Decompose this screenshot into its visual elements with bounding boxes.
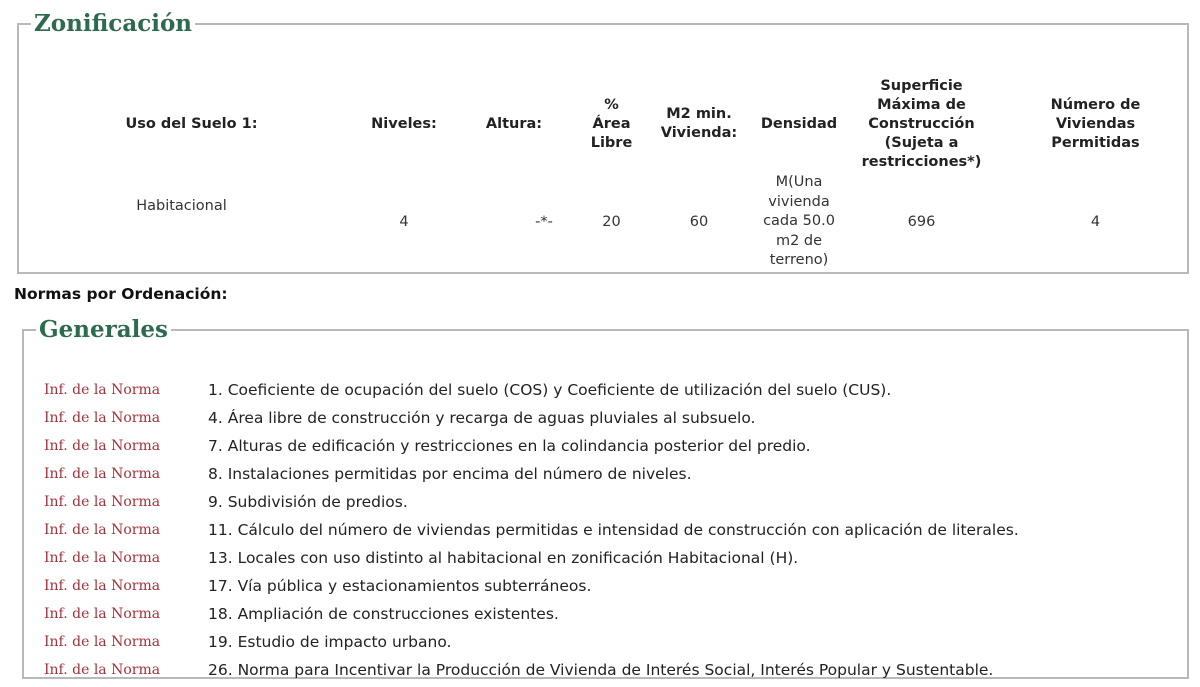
inf-norma-link[interactable]: Inf. de la Norma (44, 466, 161, 482)
norma-text: 4. Área libre de construcción y recarga de aguas pluviales al subsuelo. (208, 409, 756, 427)
header-m2-min-l1: M2 min. (666, 106, 732, 122)
header-niveles: Niveles: (371, 115, 437, 132)
header-m2-min-l2: Vivienda: (660, 125, 738, 141)
norma-row (44, 404, 755, 432)
value-densidad-l4: m2 de (775, 232, 823, 249)
header-num-viviendas-l2: Viviendas (1055, 115, 1136, 132)
value-densidad (759, 172, 839, 272)
inf-norma-link[interactable]: Inf. de la Norma (44, 662, 161, 678)
header-densidad: Densidad (760, 115, 838, 132)
norma-text: 17. Vía pública y estacionamientos subterráneos. (208, 577, 592, 595)
zonificacion-panel (17, 12, 1189, 274)
zonificacion-value-row (19, 172, 1187, 272)
header-superficie-l5: restricciones*) (861, 153, 982, 170)
norma-text: 8. Instalaciones permitidas por encima del número de niveles. (208, 465, 692, 483)
header-superficie-l1: Superficie (880, 77, 963, 94)
header-area-libre (584, 76, 639, 172)
zonificacion-legend: Zonificación (34, 10, 193, 37)
inf-norma-link[interactable]: Inf. de la Norma (44, 494, 161, 510)
value-num-viviendas: 4 (1090, 214, 1101, 230)
inf-norma-link[interactable]: Inf. de la Norma (44, 522, 161, 538)
inf-norma-link[interactable]: Inf. de la Norma (44, 382, 161, 398)
normas-title: Normas por Ordenación: (14, 285, 228, 303)
norma-row (44, 628, 451, 656)
inf-norma-link[interactable]: Inf. de la Norma (44, 438, 161, 454)
value-superficie: 696 (907, 214, 936, 230)
inf-norma-link[interactable]: Inf. de la Norma (44, 578, 161, 594)
zonificacion-table (19, 76, 1187, 272)
header-m2-min (639, 76, 759, 172)
norma-row (44, 432, 811, 460)
header-altura: Altura: (485, 115, 543, 132)
norma-text: 9. Subdivisión de predios. (208, 493, 408, 511)
header-area-libre-l3: Libre (590, 134, 633, 151)
norma-row (44, 572, 591, 600)
inf-norma-link[interactable]: Inf. de la Norma (44, 634, 161, 650)
header-num-viviendas-l1: Número de (1050, 96, 1141, 113)
header-superficie-l3: Construcción (868, 115, 975, 132)
norma-text: 7. Alturas de edificación y restricciones en la colindancia posterior del predio. (208, 437, 811, 455)
value-densidad-l3: cada 50.0 (763, 213, 835, 230)
header-superficie-l2: Máxima de (877, 96, 966, 113)
generales-legend: Generales (39, 316, 168, 343)
norma-row (44, 544, 798, 572)
norma-row (44, 376, 891, 404)
inf-norma-link[interactable]: Inf. de la Norma (44, 550, 161, 566)
value-uso-suelo: Habitacional (136, 198, 227, 214)
inf-norma-link[interactable]: Inf. de la Norma (44, 410, 161, 426)
header-num-viviendas (1004, 76, 1187, 172)
inf-norma-link[interactable]: Inf. de la Norma (44, 606, 161, 622)
header-area-libre-l2: Área (592, 115, 631, 132)
generales-panel (22, 318, 1189, 679)
norma-text: 19. Estudio de impacto urbano. (208, 633, 452, 651)
value-densidad-l2: vivienda (768, 193, 830, 210)
norma-text: 13. Locales con uso distinto al habitacional en zonificación Habitacional (H). (208, 549, 799, 567)
norma-row (44, 516, 1019, 544)
norma-row (44, 600, 559, 628)
header-area-libre-l1: % (604, 96, 619, 113)
norma-text: 26. Norma para Incentivar la Producción de Vivienda de Interés Social, Interés Popular y Sustentable. (208, 661, 994, 679)
norma-text: 11. Cálculo del número de viviendas permitidas e intensidad de construcción con aplicación de literales. (208, 521, 1019, 539)
value-niveles: 4 (399, 214, 409, 230)
header-superficie-l4: (Sujeta a (884, 134, 959, 151)
zonificacion-header-row (19, 76, 1187, 172)
header-superficie (839, 76, 1004, 172)
norma-row (44, 460, 692, 488)
value-m2-min: 60 (689, 214, 709, 230)
value-densidad-l1: M(Una (775, 174, 823, 191)
norma-row (44, 488, 408, 516)
value-densidad-l5: terreno) (769, 252, 829, 269)
header-num-viviendas-l3: Permitidas (1051, 134, 1140, 151)
norma-text: 18. Ampliación de construcciones existentes. (208, 605, 559, 623)
norma-text: 1. Coeficiente de ocupación del suelo (COS) y Coeficiente de utilización del suelo (CUS). (208, 381, 892, 399)
value-area-libre: 20 (602, 214, 621, 230)
value-altura: -*- (535, 214, 553, 230)
header-uso-suelo: Uso del Suelo 1: (125, 115, 258, 132)
norma-row (44, 656, 993, 684)
